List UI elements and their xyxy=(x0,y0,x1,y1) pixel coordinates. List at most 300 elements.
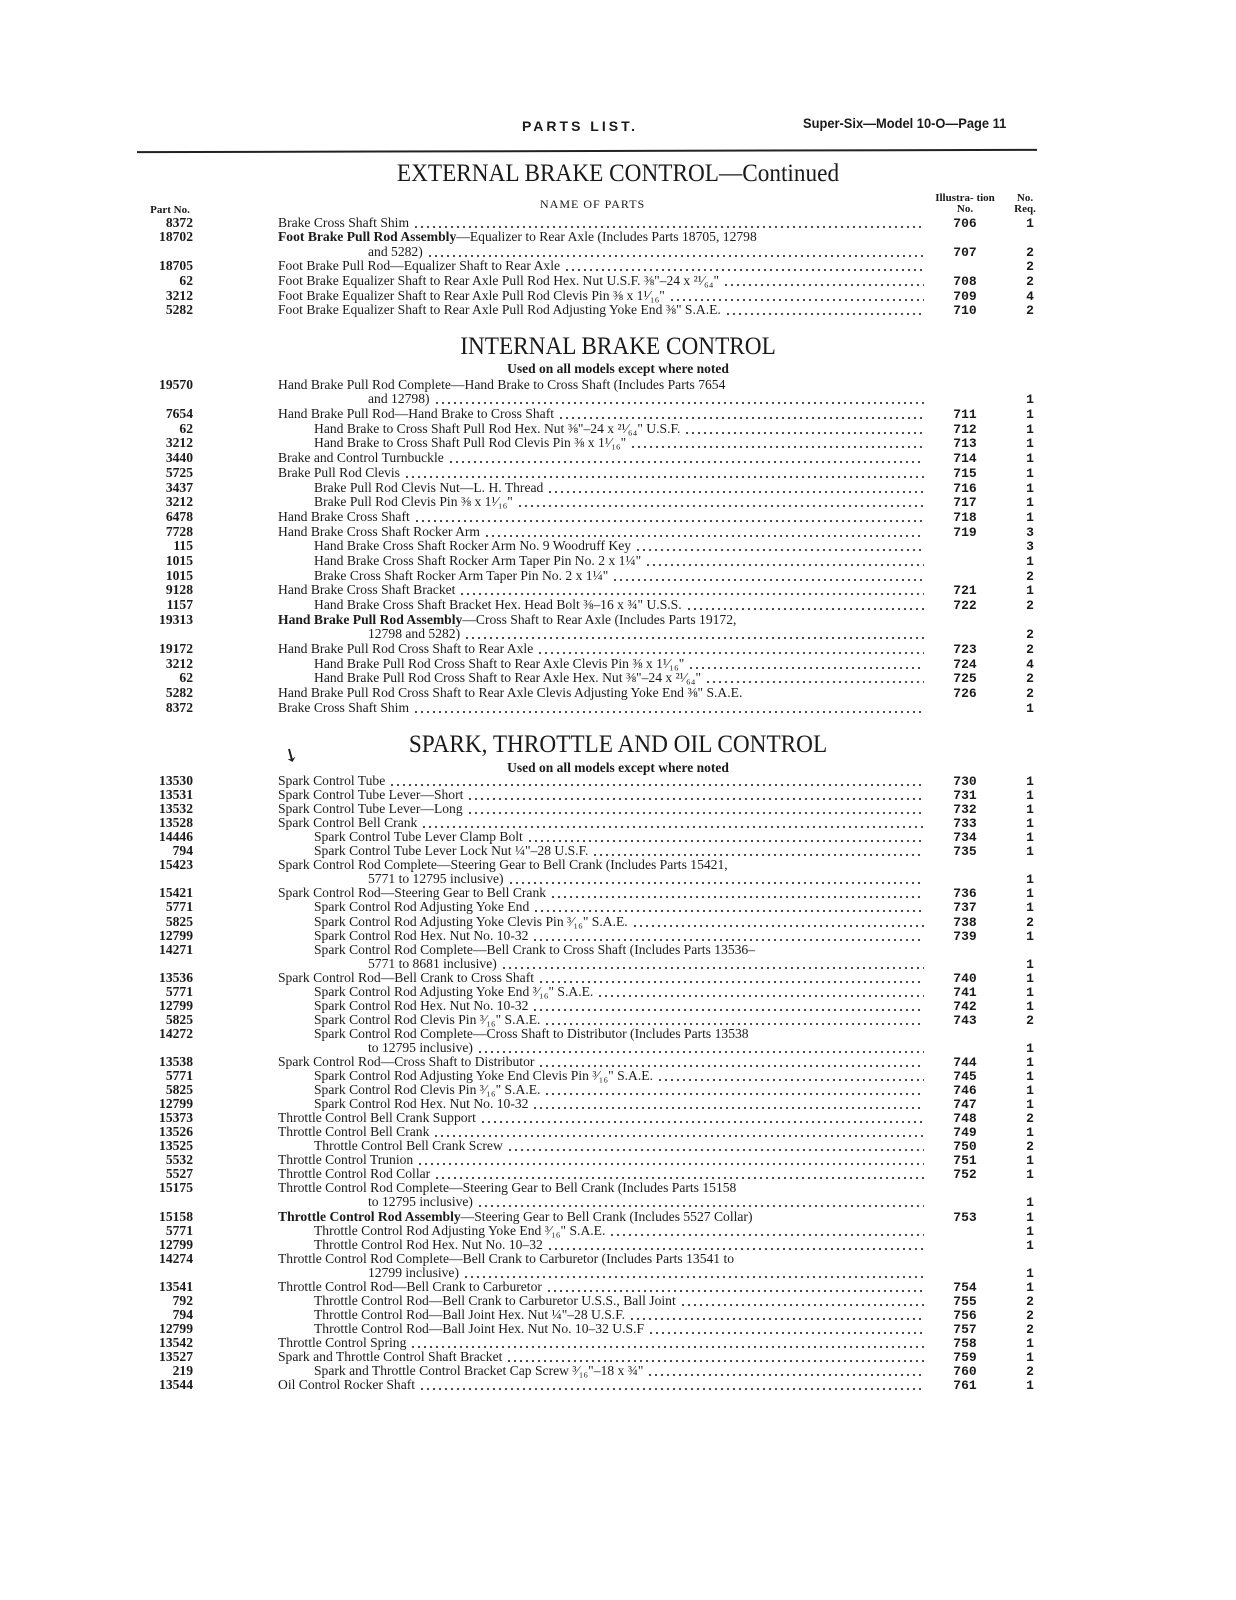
part-name xyxy=(193,450,444,466)
part-name-text: Hand Brake Pull Rod—Hand Brake to Cross Shaft xyxy=(278,406,554,422)
quantity-required: 1 xyxy=(1026,700,1034,716)
quantity-required: 1 xyxy=(1026,1223,1034,1239)
quantity-required: 1 xyxy=(1026,1040,1034,1056)
part-number: 5282 xyxy=(165,302,193,318)
part-number: 13525 xyxy=(159,1138,193,1154)
dot-leader xyxy=(532,932,924,942)
part-name-text: Throttle Control Rod Collar xyxy=(278,1166,431,1182)
part-name xyxy=(193,406,554,422)
quantity-required: 1 xyxy=(1026,984,1034,1000)
part-name-text: Foot Brake Equalizer Shaft to Rear Axle Pull Rod Clevis Pin ⅜ x 1¹⁄₁₆" xyxy=(278,287,665,303)
dot-leader xyxy=(630,439,924,449)
part-name xyxy=(193,435,626,451)
part-number: 5532 xyxy=(165,1152,193,1168)
dot-leader xyxy=(635,542,924,552)
quantity-required: 2 xyxy=(1026,259,1034,275)
table-row xyxy=(130,378,1050,407)
table-row xyxy=(130,941,1050,972)
part-number: 5825 xyxy=(165,1011,193,1027)
dot-leader xyxy=(532,1100,924,1110)
table-row xyxy=(130,613,1050,642)
quantity-required: 1 xyxy=(1026,1265,1034,1281)
illustration-number: 746 xyxy=(953,1083,977,1099)
dot-leader xyxy=(480,1114,924,1124)
part-number: 14274 xyxy=(159,1250,193,1266)
illustration-number: 719 xyxy=(953,524,977,540)
table-row xyxy=(130,1025,1050,1056)
part-name-text: Throttle Control Rod Complete—Bell Crank to Carburetor (Includes Parts 13541 to xyxy=(278,1250,735,1266)
part-number: 12799 xyxy=(159,1320,193,1336)
part-name-bold: Foot Brake Pull Rod Assembly xyxy=(278,229,457,245)
illustration-number: 756 xyxy=(953,1307,977,1323)
part-name xyxy=(193,509,410,525)
section-subtitle-spark-throttle-oil: Used on all models except where noted xyxy=(507,760,729,775)
part-number: 6478 xyxy=(165,508,193,524)
dot-leader xyxy=(597,988,924,998)
dot-leader xyxy=(688,660,924,670)
part-name xyxy=(193,524,480,540)
part-name-text: Throttle Control Rod—Bell Crank to Carburetor xyxy=(278,1278,542,1294)
part-name-text: Brake Cross Shaft Shim xyxy=(278,214,410,230)
illustration-number: 709 xyxy=(953,288,977,304)
part-number: 8372 xyxy=(165,214,193,230)
quantity-required: 1 xyxy=(1026,900,1034,916)
part-name-text: Spark Control Tube Lever Lock Nut ¼"–28 U.S.F. xyxy=(314,843,589,859)
quantity-required: 1 xyxy=(1026,1349,1034,1365)
section-title-internal-brake: INTERNAL BRAKE CONTROL xyxy=(460,333,776,360)
illustration-number: 721 xyxy=(953,583,977,599)
quantity-required: 2 xyxy=(1026,1012,1034,1028)
part-number: 18705 xyxy=(159,258,193,274)
part-number: 12799 xyxy=(159,1236,193,1252)
part-name-text: Hand Brake Pull Rod Complete—Hand Brake to Cross Shaft (Includes Parts 7654 xyxy=(278,376,726,392)
illustration-number: 711 xyxy=(953,407,977,423)
part-name-text: Hand Brake Pull Rod Cross Shaft to Rear Axle Hex. Nut ⅜"–24 x ²¹⁄₆₄" xyxy=(314,670,702,686)
part-number: 115 xyxy=(173,538,193,554)
quantity-required: 2 xyxy=(1026,627,1034,643)
dot-leader xyxy=(517,498,924,508)
part-number: 9128 xyxy=(165,582,193,598)
running-header-title: PARTS LIST. xyxy=(522,118,638,134)
dot-leader xyxy=(645,557,924,567)
part-name-text: Throttle Control Bell Crank xyxy=(278,1124,430,1140)
table-row xyxy=(130,1250,1050,1281)
part-name-text: —Steering Gear to Bell Crank (Includes 5527 Collar) xyxy=(460,1208,753,1224)
part-name-text: Throttle Control Rod Hex. Nut No. 10–32 xyxy=(314,1236,543,1252)
quantity-required: 1 xyxy=(1026,1279,1034,1295)
part-number: 5771 xyxy=(165,899,193,915)
part-name-text: Spark Control Rod Hex. Nut No. 10-32 xyxy=(314,927,529,943)
part-number: 5771 xyxy=(165,1068,193,1084)
part-name-text: Hand Brake to Cross Shaft Pull Rod Clevis Pin ⅜ x 1¹⁄₁₆" xyxy=(314,435,627,451)
part-name xyxy=(193,229,757,245)
part-name-text: Spark Control Rod Adjusting Yoke End Clevis Pin ³⁄₁₆" S.A.E. xyxy=(314,1068,653,1084)
illustration-number: 750 xyxy=(953,1139,977,1155)
part-name-text: Spark Control Rod—Steering Gear to Bell Crank xyxy=(278,885,547,901)
dot-leader xyxy=(725,306,924,316)
part-number: 13541 xyxy=(159,1278,193,1294)
part-name-text: Spark Control Bell Crank xyxy=(278,815,418,831)
part-number: 219 xyxy=(172,1363,193,1379)
part-number: 62 xyxy=(179,670,193,686)
dot-leader xyxy=(410,1339,924,1349)
dot-leader xyxy=(389,777,924,787)
illustration-number: 723 xyxy=(953,642,977,658)
illustration-number: 714 xyxy=(953,451,977,467)
quantity-required: 2 xyxy=(1026,1321,1034,1337)
quantity-required: 1 xyxy=(1026,215,1034,231)
quantity-required: 1 xyxy=(1026,1237,1034,1253)
dot-leader xyxy=(544,1016,924,1026)
part-name-text: Hand Brake Cross Shaft Rocker Arm Taper Pin No. 2 x 1¼" xyxy=(314,552,642,568)
part-name xyxy=(193,273,719,289)
illustration-number: 759 xyxy=(953,1349,977,1365)
parts-list-spark-throttle-oil xyxy=(130,775,1050,1393)
quantity-required: 1 xyxy=(1026,436,1034,452)
part-name-text: Throttle Control Rod Adjusting Yoke End ³⁄₁₆" S.A.E. xyxy=(314,1222,606,1238)
part-number: 5725 xyxy=(165,464,193,480)
dot-leader xyxy=(609,1227,924,1237)
quantity-required: 1 xyxy=(1026,844,1034,860)
quantity-required: 1 xyxy=(1026,1054,1034,1070)
quantity-required: 1 xyxy=(1026,774,1034,790)
dot-leader xyxy=(532,1002,924,1012)
illustration-number: 708 xyxy=(953,273,977,289)
part-number: 15373 xyxy=(159,1110,193,1126)
illustration-number: 716 xyxy=(953,480,977,496)
part-name xyxy=(193,421,680,437)
quantity-required: 2 xyxy=(1026,598,1034,613)
quantity-required: 4 xyxy=(1026,656,1034,672)
dot-leader xyxy=(427,248,924,258)
part-number: 62 xyxy=(179,272,193,288)
part-name-text: Throttle Control Spring xyxy=(278,1334,407,1350)
illustration-number: 722 xyxy=(953,598,977,613)
part-number: 1015 xyxy=(165,552,193,568)
part-number: 3440 xyxy=(165,450,193,466)
dot-leader xyxy=(467,805,924,815)
part-number: 3212 xyxy=(165,287,193,303)
illustration-number: 743 xyxy=(953,1012,977,1028)
dot-leader xyxy=(433,1128,924,1138)
illustration-number: 710 xyxy=(953,303,977,319)
illustration-number: 758 xyxy=(953,1335,977,1351)
part-name xyxy=(193,302,721,318)
part-name-text: —Equalizer to Rear Axle (Includes Parts 18705, 12798 xyxy=(456,229,757,245)
part-number: 13531 xyxy=(159,787,193,803)
part-number: 12799 xyxy=(159,1096,193,1112)
header-rule xyxy=(137,149,1037,153)
part-name-text: Hand Brake to Cross Shaft Pull Rod Hex. Nut ⅜"–24 x ²¹⁄₆₄" U.S.F. xyxy=(314,420,681,436)
quantity-required: 1 xyxy=(1026,788,1034,804)
dot-leader xyxy=(657,1072,924,1082)
table-row xyxy=(130,1379,1050,1393)
column-header-name: NAME OF PARTS xyxy=(540,197,646,211)
illustration-number: 748 xyxy=(953,1111,977,1127)
part-number: 3437 xyxy=(165,479,193,495)
illustration-number: 715 xyxy=(953,465,977,481)
part-number: 19172 xyxy=(159,641,193,657)
part-name-text: Spark Control Rod Clevis Pin ³⁄₁₆" S.A.E. xyxy=(314,1082,541,1098)
part-name-text: Brake Pull Rod Clevis Pin ⅜ x 1¹⁄₁₆" xyxy=(314,494,513,510)
dot-leader xyxy=(592,847,924,857)
table-row xyxy=(130,1182,1050,1210)
part-name-text: Hand Brake Pull Rod Cross Shaft to Rear Axle Clevis Adjusting Yoke End ⅜" S.A.E. xyxy=(278,685,743,701)
part-name xyxy=(193,685,742,701)
quantity-required: 4 xyxy=(1026,288,1034,304)
illustration-number: 730 xyxy=(953,774,977,790)
quantity-required: 3 xyxy=(1026,524,1034,540)
parts-list-external-brake xyxy=(130,216,1050,318)
dot-leader xyxy=(506,1353,924,1363)
part-name xyxy=(193,700,409,716)
part-number: 15423 xyxy=(159,857,193,873)
part-name xyxy=(193,465,400,481)
dot-leader xyxy=(550,889,924,899)
pencil-check-mark: ↘ xyxy=(279,742,303,768)
quantity-required: 1 xyxy=(1026,1083,1034,1099)
part-name xyxy=(193,377,725,393)
part-number: 13536 xyxy=(159,969,193,985)
part-name-text: Spark Control Tube xyxy=(278,773,386,789)
illustration-number: 741 xyxy=(953,984,977,1000)
illustration-number: 752 xyxy=(953,1167,977,1183)
part-name-text: Foot Brake Pull Rod—Equalizer Shaft to Rear Axle xyxy=(278,258,561,274)
part-name-text: Spark Control Rod—Cross Shaft to Distributor xyxy=(278,1053,535,1069)
part-name-continued: to 12795 inclusive) xyxy=(368,1039,473,1055)
dot-leader xyxy=(647,1367,924,1377)
quantity-required: 1 xyxy=(1026,407,1034,423)
dot-leader xyxy=(507,1142,924,1152)
dot-leader xyxy=(533,903,924,913)
part-name-text: Brake and Control Turnbuckle xyxy=(278,450,444,466)
section-subtitle-internal-brake: Used on all models except where noted xyxy=(507,361,729,376)
quantity-required: 2 xyxy=(1026,273,1034,289)
quantity-required: 2 xyxy=(1026,686,1034,702)
dot-leader xyxy=(686,601,924,611)
row-line xyxy=(130,1379,1050,1393)
quantity-required: 1 xyxy=(1026,998,1034,1014)
part-number: 794 xyxy=(172,1306,193,1322)
quantity-required: 1 xyxy=(1026,872,1034,888)
part-name-continued: to 12795 inclusive) xyxy=(368,1194,473,1210)
part-name-text: Spark Control Tube Lever—Short xyxy=(278,787,464,803)
illustration-number: 706 xyxy=(953,215,977,231)
illustration-number: 755 xyxy=(953,1293,977,1309)
column-header-required: No. Req. xyxy=(1014,192,1036,215)
dot-leader xyxy=(434,395,924,405)
quantity-required: 1 xyxy=(1026,495,1034,511)
part-name-text: Spark and Throttle Control Shaft Bracket xyxy=(278,1348,503,1364)
part-name-text: Foot Brake Equalizer Shaft to Rear Axle Pull Rod Hex. Nut U.S.F. ⅜"–24 x ²¹⁄₆₄" xyxy=(278,272,720,288)
quantity-required: 1 xyxy=(1026,1125,1034,1141)
row-line xyxy=(130,304,1050,319)
illustration-number: 734 xyxy=(953,830,977,846)
dot-leader xyxy=(419,1381,924,1391)
part-number: 8372 xyxy=(165,699,193,715)
part-name xyxy=(193,656,684,672)
quantity-required: 1 xyxy=(1026,480,1034,496)
part-number: 13542 xyxy=(159,1334,193,1350)
part-name xyxy=(193,582,455,598)
part-name xyxy=(193,258,560,274)
part-number: 12799 xyxy=(159,997,193,1013)
table-row xyxy=(130,231,1050,260)
quantity-required: 1 xyxy=(1026,465,1034,481)
quantity-required: 1 xyxy=(1026,1378,1034,1394)
part-number: 5527 xyxy=(165,1166,193,1182)
part-name-text: Brake Cross Shaft Shim xyxy=(278,699,410,715)
part-name xyxy=(193,597,682,613)
quantity-required: 2 xyxy=(1026,244,1034,260)
illustration-number: 713 xyxy=(953,436,977,452)
quantity-required: 1 xyxy=(1026,553,1034,569)
part-number: 14271 xyxy=(159,941,193,957)
part-number: 792 xyxy=(172,1292,193,1308)
quantity-required: 1 xyxy=(1026,392,1034,408)
part-name xyxy=(193,480,543,496)
part-name xyxy=(193,1377,415,1393)
quantity-required: 2 xyxy=(1026,1139,1034,1155)
part-name-bold: Hand Brake Pull Rod Assembly xyxy=(278,611,463,627)
dot-leader xyxy=(448,454,924,464)
part-name xyxy=(193,670,701,686)
row-line xyxy=(130,701,1050,716)
table-row xyxy=(130,859,1050,887)
dot-leader xyxy=(414,513,924,523)
illustration-number: 732 xyxy=(953,802,977,818)
page-reference: Super-Six—Model 10-O—Page 11 xyxy=(803,115,1007,131)
part-number: 3212 xyxy=(165,494,193,510)
dot-leader xyxy=(564,262,924,272)
part-name-text: Hand Brake Cross Shaft Rocker Arm xyxy=(278,523,480,539)
part-number: 18702 xyxy=(159,229,193,245)
illustration-number: 739 xyxy=(953,928,977,944)
part-name-text: Spark Control Rod Hex. Nut No. 10-32 xyxy=(314,1096,529,1112)
dot-leader xyxy=(558,410,924,420)
dot-leader xyxy=(421,819,924,829)
quantity-required: 1 xyxy=(1026,802,1034,818)
dot-leader xyxy=(680,1297,924,1307)
dot-leader xyxy=(404,469,924,479)
part-name-continued: and 5282) xyxy=(368,243,423,259)
part-name-text: Spark Control Rod—Bell Crank to Cross Shaft xyxy=(278,969,535,985)
part-name-text: Throttle Control Bell Crank Support xyxy=(278,1110,476,1126)
part-name-text: —Cross Shaft to Rear Axle (Includes Parts 19172, xyxy=(462,611,737,627)
part-name-text: Spark and Throttle Control Bracket Cap Screw ³⁄₁₆"–18 x ¾" xyxy=(314,1363,644,1379)
quantity-required: 2 xyxy=(1026,1364,1034,1380)
part-number: 3212 xyxy=(165,435,193,451)
part-name-text: Hand Brake Pull Rod Cross Shaft to Rear Axle xyxy=(278,641,534,657)
part-number: 7728 xyxy=(165,523,193,539)
part-name-text: Brake Cross Shaft Rocker Arm Taper Pin No. 2 x 1¼" xyxy=(314,567,609,583)
part-name-text: Throttle Control Rod—Ball Joint Hex. Nut No. 10–32 U.S.F xyxy=(314,1320,645,1336)
section-title-external-brake: EXTERNAL BRAKE CONTROL—Continued xyxy=(396,160,840,187)
quantity-required: 1 xyxy=(1026,956,1034,972)
part-number: 794 xyxy=(172,843,193,859)
quantity-required: 1 xyxy=(1026,1209,1034,1225)
quantity-required: 2 xyxy=(1026,1111,1034,1127)
quantity-required: 2 xyxy=(1026,642,1034,658)
illustration-number: 707 xyxy=(953,244,977,260)
part-number: 7654 xyxy=(165,406,193,422)
part-name-text: Spark Control Rod Complete—Steering Gear to Bell Crank (Includes Parts 15421, xyxy=(278,857,728,873)
illustration-number: 724 xyxy=(953,656,977,672)
quantity-required: 3 xyxy=(1026,539,1034,555)
part-name-continued: and 12798) xyxy=(368,391,430,407)
part-name-text: Hand Brake Pull Rod Cross Shaft to Rear Axle Clevis Pin ⅜ x 1¹⁄₁₆" xyxy=(314,655,685,671)
part-name-text: Spark Control Rod Adjusting Yoke End xyxy=(314,899,530,915)
dot-leader xyxy=(538,974,924,984)
part-number: 5282 xyxy=(165,685,193,701)
illustration-number: 735 xyxy=(953,844,977,860)
part-name-text: Foot Brake Equalizer Shaft to Rear Axle Pull Rod Adjusting Yoke End ⅜" S.A.E. xyxy=(278,302,721,318)
quantity-required: 1 xyxy=(1026,970,1034,986)
dot-leader xyxy=(501,960,924,970)
part-name-text: Spark Control Rod Adjusting Yoke End ³⁄₁₆" S.A.E. xyxy=(314,983,594,999)
illustration-number: 731 xyxy=(953,788,977,804)
quantity-required: 1 xyxy=(1026,1153,1034,1169)
illustration-number: 753 xyxy=(953,1209,977,1225)
column-header-part-no: Part No. xyxy=(150,204,190,216)
illustration-number: 736 xyxy=(953,886,977,902)
quantity-required: 2 xyxy=(1026,671,1034,687)
quantity-required: 1 xyxy=(1026,928,1034,944)
quantity-required: 1 xyxy=(1026,1097,1034,1113)
quantity-required: 2 xyxy=(1026,1307,1034,1323)
illustration-number: 740 xyxy=(953,970,977,986)
illustration-number: 742 xyxy=(953,998,977,1014)
part-name xyxy=(193,553,641,569)
dot-leader xyxy=(477,1044,924,1054)
illustration-number: 745 xyxy=(953,1069,977,1085)
part-number: 19570 xyxy=(159,376,193,392)
part-name-text: Throttle Control Rod—Ball Joint Hex. Nut ¼"–28 U.S.F. xyxy=(314,1306,626,1322)
dot-leader xyxy=(413,219,924,229)
dot-leader xyxy=(669,292,924,302)
illustration-number: 744 xyxy=(953,1054,977,1070)
part-number: 5771 xyxy=(165,1222,193,1238)
dot-leader xyxy=(527,833,924,843)
part-name-text: Spark Control Rod Complete—Bell Crank to Cross Shaft (Includes Parts 13536– xyxy=(314,941,756,957)
part-name-continued: 5771 to 8681 inclusive) xyxy=(368,955,497,971)
part-name-text: Spark Control Rod Hex. Nut No. 10-32 xyxy=(314,997,529,1013)
part-number: 13528 xyxy=(159,815,193,831)
dot-leader xyxy=(632,918,924,928)
dot-leader xyxy=(648,1325,924,1335)
part-number: 13538 xyxy=(159,1053,193,1069)
quantity-required: 1 xyxy=(1026,816,1034,832)
dot-leader xyxy=(477,1198,924,1208)
part-number: 14272 xyxy=(159,1025,193,1041)
part-number: 15421 xyxy=(159,885,193,901)
illustration-number: 757 xyxy=(953,1321,977,1337)
part-name-text: Throttle Control Bell Crank Screw xyxy=(314,1138,503,1154)
illustration-number: 754 xyxy=(953,1279,977,1295)
table-row xyxy=(130,304,1050,319)
dot-leader xyxy=(459,586,924,596)
part-name xyxy=(193,288,665,304)
illustration-number: 726 xyxy=(953,686,977,702)
quantity-required: 1 xyxy=(1026,583,1034,599)
part-number: 12799 xyxy=(159,927,193,943)
illustration-number: 761 xyxy=(953,1378,977,1394)
illustration-number: 760 xyxy=(953,1364,977,1380)
dot-leader xyxy=(612,572,924,582)
part-name xyxy=(193,494,513,510)
parts-list-internal-brake xyxy=(130,378,1050,716)
quantity-required: 1 xyxy=(1026,421,1034,437)
